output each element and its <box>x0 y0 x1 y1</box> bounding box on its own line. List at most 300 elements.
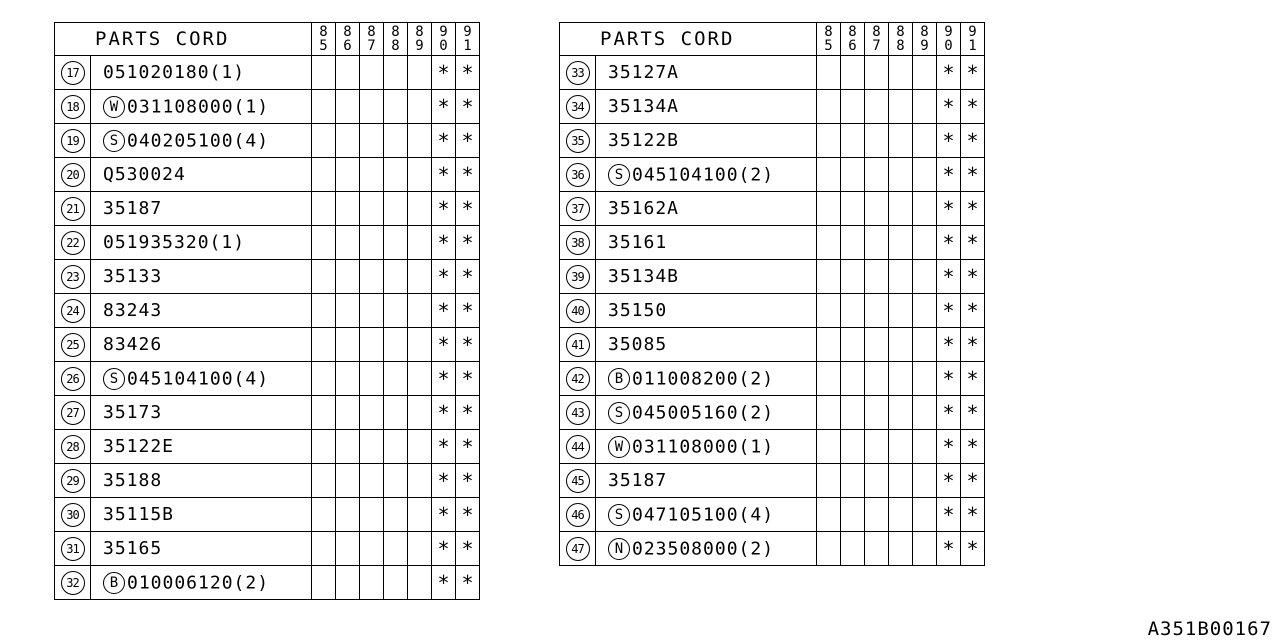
part-code-cell <box>91 294 312 328</box>
ref-number: 34 <box>566 95 590 119</box>
applicability-mark: * <box>942 332 955 357</box>
year-mark-cell <box>336 396 360 430</box>
year-mark-cell <box>841 260 865 294</box>
year-mark-cell <box>312 328 336 362</box>
ref-number-cell <box>55 158 91 192</box>
applicability-mark: * <box>942 196 955 221</box>
applicability-mark: * <box>966 502 979 527</box>
applicability-mark: * <box>966 400 979 425</box>
table-row <box>55 192 480 226</box>
year-mark-cell <box>312 566 336 600</box>
year-mark-cell <box>408 260 432 294</box>
year-header-89: 8 9 <box>408 23 432 56</box>
part-code-cell <box>91 56 312 90</box>
year-header-88: 8 8 <box>889 23 913 56</box>
part-code: 35150 <box>608 300 668 321</box>
ref-number-cell <box>55 464 91 498</box>
part-code: 83243 <box>103 300 163 321</box>
part-type-badge: S <box>608 504 630 526</box>
year-mark-cell <box>432 294 456 328</box>
applicability-mark: * <box>461 400 474 425</box>
table-row <box>560 192 985 226</box>
ref-number-cell <box>560 430 596 464</box>
year-mark-cell <box>865 90 889 124</box>
table-row <box>560 56 985 90</box>
ref-number-cell <box>55 566 91 600</box>
year-mark-cell <box>456 566 480 600</box>
applicability-mark: * <box>461 128 474 153</box>
ref-number-cell <box>55 124 91 158</box>
part-code: 35188 <box>103 470 163 491</box>
year-header-86: 8 6 <box>336 23 360 56</box>
year-mark-cell <box>360 328 384 362</box>
part-code: 35161 <box>608 232 668 253</box>
year-mark-cell <box>456 396 480 430</box>
year-mark-cell <box>312 260 336 294</box>
year-mark-cell <box>432 430 456 464</box>
header-row <box>560 23 985 56</box>
ref-number-cell <box>55 396 91 430</box>
year-header-91: 9 1 <box>961 23 985 56</box>
year-mark-cell <box>937 362 961 396</box>
year-mark-cell <box>336 532 360 566</box>
year-mark-cell <box>432 328 456 362</box>
ref-number-cell <box>560 532 596 566</box>
part-type-badge: B <box>608 368 630 390</box>
table-row <box>55 498 480 532</box>
year-mark-cell <box>432 464 456 498</box>
year-mark-cell <box>937 90 961 124</box>
year-mark-cell <box>408 396 432 430</box>
year-mark-cell <box>456 328 480 362</box>
applicability-mark: * <box>942 468 955 493</box>
applicability-mark: * <box>966 434 979 459</box>
year-mark-cell <box>889 260 913 294</box>
ref-number: 24 <box>61 299 85 323</box>
part-code: 35162A <box>608 198 680 219</box>
part-code-cell <box>596 158 817 192</box>
year-mark-cell <box>937 56 961 90</box>
year-mark-cell <box>865 192 889 226</box>
ref-number: 19 <box>61 129 85 153</box>
applicability-mark: * <box>966 196 979 221</box>
year-mark-cell <box>913 464 937 498</box>
part-code-cell <box>91 260 312 294</box>
year-mark-cell <box>889 90 913 124</box>
part-code-cell <box>596 362 817 396</box>
year-mark-cell <box>336 124 360 158</box>
year-mark-cell <box>889 328 913 362</box>
ref-number: 33 <box>566 61 590 85</box>
year-mark-cell <box>841 294 865 328</box>
applicability-mark: * <box>461 196 474 221</box>
table-row <box>55 294 480 328</box>
part-code-cell <box>91 328 312 362</box>
year-mark-cell <box>817 328 841 362</box>
year-mark-cell <box>360 362 384 396</box>
year-header-88: 8 8 <box>384 23 408 56</box>
year-mark-cell <box>456 498 480 532</box>
table-row <box>55 396 480 430</box>
applicability-mark: * <box>437 60 450 85</box>
applicability-mark: * <box>461 94 474 119</box>
table-row <box>55 464 480 498</box>
year-header-91: 9 1 <box>456 23 480 56</box>
year-mark-cell <box>913 294 937 328</box>
year-mark-cell <box>817 90 841 124</box>
part-code: 35165 <box>103 538 163 559</box>
year-mark-cell <box>384 192 408 226</box>
year-mark-cell <box>456 158 480 192</box>
year-mark-cell <box>432 260 456 294</box>
part-code-cell <box>91 90 312 124</box>
ref-number: 38 <box>566 231 590 255</box>
year-mark-cell <box>336 362 360 396</box>
year-mark-cell <box>312 90 336 124</box>
year-mark-cell <box>961 124 985 158</box>
year-mark-cell <box>817 498 841 532</box>
year-mark-cell <box>456 532 480 566</box>
applicability-mark: * <box>437 468 450 493</box>
applicability-mark: * <box>966 468 979 493</box>
year-mark-cell <box>336 566 360 600</box>
year-mark-cell <box>312 532 336 566</box>
parts-table-right <box>559 22 985 566</box>
ref-number-cell <box>55 90 91 124</box>
table-row <box>560 226 985 260</box>
part-type-badge: S <box>608 402 630 424</box>
year-mark-cell <box>336 226 360 260</box>
ref-number: 40 <box>566 299 590 323</box>
year-mark-cell <box>961 328 985 362</box>
table-row <box>55 260 480 294</box>
applicability-mark: * <box>461 162 474 187</box>
year-mark-cell <box>312 192 336 226</box>
year-header-90: 9 0 <box>937 23 961 56</box>
year-mark-cell <box>841 192 865 226</box>
applicability-mark: * <box>461 536 474 561</box>
year-mark-cell <box>384 158 408 192</box>
applicability-mark: * <box>437 128 450 153</box>
ref-number: 21 <box>61 197 85 221</box>
table-row <box>55 328 480 362</box>
applicability-mark: * <box>942 230 955 255</box>
year-mark-cell <box>817 56 841 90</box>
year-mark-cell <box>937 464 961 498</box>
year-mark-cell <box>432 192 456 226</box>
ref-number-cell <box>55 532 91 566</box>
ref-number-cell <box>55 226 91 260</box>
ref-number-cell <box>560 90 596 124</box>
year-mark-cell <box>432 362 456 396</box>
applicability-mark: * <box>461 230 474 255</box>
year-mark-cell <box>360 192 384 226</box>
year-mark-cell <box>336 260 360 294</box>
part-code: 051020180(1) <box>103 62 246 83</box>
year-mark-cell <box>865 396 889 430</box>
year-mark-cell <box>889 532 913 566</box>
year-mark-cell <box>336 328 360 362</box>
parts-code-header: PARTS CORD <box>560 23 817 56</box>
year-mark-cell <box>360 566 384 600</box>
part-code: 35187 <box>608 470 668 491</box>
ref-number: 28 <box>61 435 85 459</box>
ref-number-cell <box>560 260 596 294</box>
year-mark-cell <box>336 464 360 498</box>
year-mark-cell <box>913 260 937 294</box>
year-mark-cell <box>937 328 961 362</box>
year-mark-cell <box>865 430 889 464</box>
year-mark-cell <box>336 90 360 124</box>
year-mark-cell <box>841 226 865 260</box>
year-mark-cell <box>312 396 336 430</box>
ref-number-cell <box>560 158 596 192</box>
part-code: 35134A <box>608 96 680 117</box>
year-header-87: 8 7 <box>865 23 889 56</box>
year-mark-cell <box>456 430 480 464</box>
part-code-cell <box>596 328 817 362</box>
ref-number-cell <box>560 328 596 362</box>
year-mark-cell <box>432 158 456 192</box>
applicability-mark: * <box>437 366 450 391</box>
table-row <box>560 260 985 294</box>
ref-number: 42 <box>566 367 590 391</box>
ref-number: 39 <box>566 265 590 289</box>
applicability-mark: * <box>966 366 979 391</box>
year-mark-cell <box>937 260 961 294</box>
year-mark-cell <box>961 192 985 226</box>
applicability-mark: * <box>461 570 474 595</box>
year-mark-cell <box>961 532 985 566</box>
ref-number: 17 <box>61 61 85 85</box>
year-mark-cell <box>384 566 408 600</box>
year-mark-cell <box>841 498 865 532</box>
year-mark-cell <box>336 498 360 532</box>
year-mark-cell <box>841 328 865 362</box>
year-mark-cell <box>384 430 408 464</box>
table-row <box>560 294 985 328</box>
year-mark-cell <box>360 226 384 260</box>
year-header-85: 8 5 <box>817 23 841 56</box>
ref-number-cell <box>55 430 91 464</box>
year-mark-cell <box>913 498 937 532</box>
year-mark-cell <box>817 362 841 396</box>
part-code-cell <box>91 566 312 600</box>
year-mark-cell <box>841 90 865 124</box>
table-row <box>560 396 985 430</box>
year-mark-cell <box>408 124 432 158</box>
year-mark-cell <box>408 362 432 396</box>
table-row <box>560 90 985 124</box>
year-mark-cell <box>384 328 408 362</box>
year-mark-cell <box>384 532 408 566</box>
year-mark-cell <box>360 260 384 294</box>
applicability-mark: * <box>966 298 979 323</box>
year-mark-cell <box>913 90 937 124</box>
table-row <box>560 498 985 532</box>
year-mark-cell <box>336 430 360 464</box>
year-mark-cell <box>913 328 937 362</box>
year-mark-cell <box>937 430 961 464</box>
year-mark-cell <box>865 328 889 362</box>
year-mark-cell <box>384 498 408 532</box>
year-mark-cell <box>841 56 865 90</box>
year-mark-cell <box>432 396 456 430</box>
year-mark-cell <box>913 158 937 192</box>
year-mark-cell <box>384 396 408 430</box>
applicability-mark: * <box>461 298 474 323</box>
year-mark-cell <box>913 124 937 158</box>
year-mark-cell <box>336 192 360 226</box>
year-mark-cell <box>408 464 432 498</box>
year-mark-cell <box>913 532 937 566</box>
year-mark-cell <box>408 532 432 566</box>
year-mark-cell <box>865 226 889 260</box>
year-mark-cell <box>889 396 913 430</box>
part-code: 047105100(4) <box>632 504 775 525</box>
year-mark-cell <box>312 464 336 498</box>
year-mark-cell <box>384 226 408 260</box>
part-code: 045104100(2) <box>632 164 775 185</box>
applicability-mark: * <box>437 196 450 221</box>
part-code: 35133 <box>103 266 163 287</box>
part-code-cell <box>596 56 817 90</box>
year-mark-cell <box>865 498 889 532</box>
ref-number-cell <box>55 362 91 396</box>
table-row <box>560 328 985 362</box>
year-mark-cell <box>408 226 432 260</box>
year-mark-cell <box>456 124 480 158</box>
ref-number-cell <box>55 294 91 328</box>
applicability-mark: * <box>966 230 979 255</box>
ref-number-cell <box>55 56 91 90</box>
year-mark-cell <box>360 158 384 192</box>
ref-number-cell <box>560 396 596 430</box>
table-row <box>55 124 480 158</box>
applicability-mark: * <box>942 502 955 527</box>
year-mark-cell <box>817 192 841 226</box>
table-row <box>560 532 985 566</box>
year-mark-cell <box>913 192 937 226</box>
applicability-mark: * <box>942 162 955 187</box>
part-code-cell <box>596 260 817 294</box>
applicability-mark: * <box>437 298 450 323</box>
year-mark-cell <box>360 124 384 158</box>
parts-table-left <box>54 22 480 600</box>
year-mark-cell <box>312 362 336 396</box>
year-mark-cell <box>937 396 961 430</box>
year-header-86: 8 6 <box>841 23 865 56</box>
year-mark-cell <box>408 328 432 362</box>
ref-number-cell <box>55 192 91 226</box>
year-mark-cell <box>865 124 889 158</box>
part-code-cell <box>91 226 312 260</box>
year-mark-cell <box>865 464 889 498</box>
year-mark-cell <box>817 124 841 158</box>
year-mark-cell <box>312 226 336 260</box>
part-code: 045104100(4) <box>127 368 270 389</box>
year-mark-cell <box>384 362 408 396</box>
year-mark-cell <box>384 56 408 90</box>
ref-number: 20 <box>61 163 85 187</box>
part-code: 045005160(2) <box>632 402 775 423</box>
applicability-mark: * <box>437 570 450 595</box>
ref-number: 29 <box>61 469 85 493</box>
table-row <box>560 158 985 192</box>
year-mark-cell <box>889 124 913 158</box>
ref-number: 25 <box>61 333 85 357</box>
part-code: 011008200(2) <box>632 368 775 389</box>
year-mark-cell <box>312 498 336 532</box>
ref-number: 47 <box>566 537 590 561</box>
year-mark-cell <box>408 430 432 464</box>
applicability-mark: * <box>942 264 955 289</box>
applicability-mark: * <box>461 264 474 289</box>
ref-number-cell <box>560 498 596 532</box>
year-mark-cell <box>336 56 360 90</box>
year-mark-cell <box>384 90 408 124</box>
applicability-mark: * <box>461 366 474 391</box>
part-code-cell <box>596 294 817 328</box>
year-mark-cell <box>961 56 985 90</box>
applicability-mark: * <box>966 60 979 85</box>
applicability-mark: * <box>942 366 955 391</box>
year-mark-cell <box>937 158 961 192</box>
year-mark-cell <box>336 158 360 192</box>
year-mark-cell <box>456 362 480 396</box>
ref-number: 26 <box>61 367 85 391</box>
year-mark-cell <box>889 192 913 226</box>
applicability-mark: * <box>437 536 450 561</box>
applicability-mark: * <box>437 230 450 255</box>
applicability-mark: * <box>437 502 450 527</box>
year-mark-cell <box>432 226 456 260</box>
table-row <box>560 124 985 158</box>
part-code: 031108000(1) <box>632 436 775 457</box>
part-code-cell <box>91 192 312 226</box>
year-mark-cell <box>456 294 480 328</box>
part-code: 040205100(4) <box>127 130 270 151</box>
year-mark-cell <box>360 56 384 90</box>
year-mark-cell <box>817 532 841 566</box>
year-mark-cell <box>408 56 432 90</box>
applicability-mark: * <box>437 264 450 289</box>
year-mark-cell <box>336 294 360 328</box>
part-code: 35127A <box>608 62 680 83</box>
part-code: 35134B <box>608 266 680 287</box>
ref-number-cell <box>560 124 596 158</box>
table-row <box>55 362 480 396</box>
year-mark-cell <box>841 464 865 498</box>
part-code: 35115B <box>103 504 175 525</box>
part-code-cell <box>596 532 817 566</box>
year-mark-cell <box>889 430 913 464</box>
year-mark-cell <box>432 90 456 124</box>
year-mark-cell <box>456 260 480 294</box>
year-mark-cell <box>360 396 384 430</box>
year-mark-cell <box>841 532 865 566</box>
year-mark-cell <box>865 294 889 328</box>
ref-number: 23 <box>61 265 85 289</box>
applicability-mark: * <box>437 434 450 459</box>
year-header-85: 8 5 <box>312 23 336 56</box>
ref-number-cell <box>560 192 596 226</box>
ref-number: 30 <box>61 503 85 527</box>
ref-number: 35 <box>566 129 590 153</box>
part-code: 35187 <box>103 198 163 219</box>
year-mark-cell <box>312 294 336 328</box>
part-type-badge: N <box>608 538 630 560</box>
